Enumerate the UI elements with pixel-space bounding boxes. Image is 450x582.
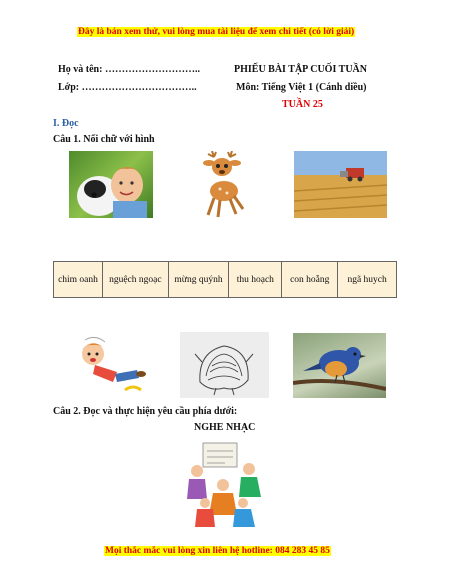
section-title: I. Đọc: [53, 118, 79, 129]
preview-banner: Đây là bản xem thử, vui lòng mua tài liệu để xem chi tiết (có lời giải): [78, 27, 355, 37]
worksheet-title: PHIẾU BÀI TẬP CUỐI TUẦN: [234, 64, 367, 75]
subject-label: Môn: Tiếng Việt 1 (Cánh diều): [236, 82, 367, 93]
question-1-label: Câu 1. Nối chữ với hình: [53, 134, 155, 145]
word-cell[interactable]: chim oanh: [54, 262, 103, 298]
name-field-label: Họ và tên: ………………………..: [58, 64, 200, 75]
scribble-drawing-image: [180, 332, 269, 398]
boy-slipping-banana-image: [65, 332, 152, 398]
boy-hugging-dog-image: [69, 151, 153, 218]
word-cell[interactable]: nguệch ngoạc: [102, 262, 168, 298]
word-cell[interactable]: thu hoạch: [229, 262, 282, 298]
harvest-field-image: [294, 151, 387, 218]
word-table: [53, 261, 397, 298]
class-field-label: Lớp: ……………………………..: [58, 82, 197, 93]
hotline-banner: Mọi thắc mắc vui lòng xin liên hệ hotline: 084 283 45 85: [105, 546, 330, 556]
question-2-label: Câu 2. Đọc và thực hiện yêu cầu phía dưới:: [53, 406, 238, 417]
story-title: NGHE NHẠC: [194, 422, 256, 433]
week-label: TUẦN 25: [282, 99, 323, 110]
word-cell[interactable]: ngã huych: [338, 262, 397, 298]
robin-bird-image: [293, 333, 386, 398]
deer-image: [196, 151, 252, 221]
table-row: [54, 262, 397, 298]
children-music-illustration: [185, 441, 264, 529]
word-cell[interactable]: mừng quýnh: [168, 262, 229, 298]
word-cell[interactable]: con hoẵng: [282, 262, 338, 298]
